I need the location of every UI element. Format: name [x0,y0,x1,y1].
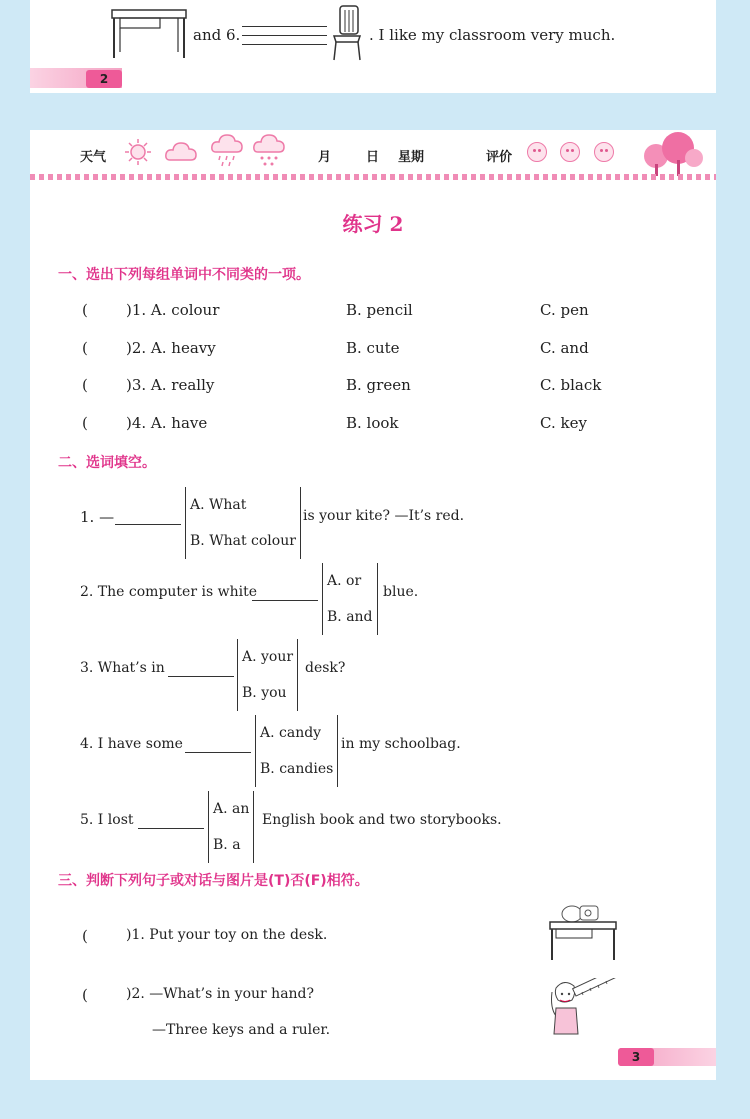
worksheet-page: 天气 月 日 星期 评价 练习 2 一、选出下列每组单词中不同类的一项。 ( )1. A. colour B. pencil C. pen ( )2. A. heavy B. cute C. and ( )3. A. really B. green C. black ( )4. A. have B. look C. key 二、选词填空。 1. — A. What B. What colour is your kite? —It’s red. 2. The computer is white A. or B. and blue. 3. What’s in A. your B. you desk? 4. I have some A. candy B. candies in my schoolbag. 5. I lost A. an B. a English book and two storybooks. 三、判断下列句子或对话与图片是(T)否(F)相符。 ( )1. Put your toy on the desk. ( )2. —What’s in your hand? —Three keys and a ruler. 3 [30,130,716,1080]
rating-label: 评价 [486,150,513,165]
question-suffix: is your kite? —It’s red. [303,508,465,524]
answer-blank[interactable] [252,584,318,601]
judgement-item-2-answer: —Three keys and a ruler. [152,1022,331,1038]
option-c[interactable]: C. black [540,376,602,394]
question-suffix: in my schoolbag. [341,736,461,752]
answer-blank[interactable] [185,736,251,753]
sun-icon [124,138,152,166]
desk-with-toys-illustration [548,902,620,962]
rain-icon [210,134,244,168]
option-c[interactable]: C. key [540,414,587,432]
fill-line-suffix: . I like my classroom very much. [369,26,616,44]
option-c[interactable]: C. pen [540,301,589,319]
chair-illustration [330,4,366,62]
judgement-item-1: )1. Put your toy on the desk. [126,927,328,943]
option-b[interactable]: B. What colour [190,533,296,549]
previous-page [30,0,716,93]
fill-line-prefix: and 6. [193,26,241,44]
answer-blank[interactable] [168,660,234,677]
judgement-item-2: )2. —What’s in your hand? [126,986,315,1002]
girl-with-ruler-illustration [546,978,620,1038]
option-a[interactable]: )1. A. colour [126,301,220,319]
option-b[interactable]: B. and [327,609,373,625]
question-suffix: English book and two storybooks. [262,812,502,828]
option-b[interactable]: B. green [346,376,411,394]
trees-illustration [638,130,704,178]
option-group [185,487,301,559]
rating-face-icon[interactable] [560,142,580,162]
section-2-heading: 二、选词填空。 [58,455,156,471]
week-label: 星期 [398,150,425,165]
option-group [237,639,298,711]
option-a[interactable]: )2. A. heavy [126,339,216,357]
month-label: 月 [318,150,332,165]
option-a[interactable]: A. an [213,801,250,817]
option-b[interactable]: B. candies [260,761,334,777]
snow-icon [252,134,286,168]
answer-blank[interactable] [115,508,181,525]
option-group [255,715,338,787]
page-title: 练习 2 [342,212,404,236]
rating-face-icon[interactable] [527,142,547,162]
option-b[interactable]: B. pencil [346,301,413,319]
question-prefix: 2. The computer is white [80,584,257,600]
day-label: 日 [366,150,380,165]
question-prefix: 3. What’s in [80,660,165,676]
question-prefix: 1. — [80,508,115,526]
question-prefix: 4. I have some [80,736,183,752]
option-a[interactable]: )4. A. have [126,414,208,432]
option-a[interactable]: A. What [190,497,247,513]
option-a[interactable]: A. candy [260,725,322,741]
question-suffix: desk? [305,660,346,676]
option-group [322,563,378,635]
option-a[interactable]: )3. A. really [126,376,215,394]
cloud-icon [164,138,198,164]
option-b[interactable]: B. a [213,837,241,853]
question-prefix: 5. I lost [80,812,134,828]
answer-lines [242,18,327,45]
option-b[interactable]: B. you [242,685,287,701]
option-c[interactable]: C. and [540,339,589,357]
desk-illustration [110,6,190,62]
answer-blank[interactable] [138,812,204,829]
question-suffix: blue. [383,584,419,600]
option-group [208,791,254,863]
page-number: 3 [618,1048,654,1066]
option-b[interactable]: B. look [346,414,399,432]
divider [30,174,716,180]
option-b[interactable]: B. cute [346,339,400,357]
weather-label: 天气 [80,150,107,165]
section-3-heading: 三、判断下列句子或对话与图片是(T)否(F)相符。 [58,873,369,889]
option-a[interactable]: A. or [327,573,362,589]
header-bar [30,130,716,174]
rating-face-icon[interactable] [594,142,614,162]
page-number-top: 2 [86,70,122,88]
section-1-heading: 一、选出下列每组单词中不同类的一项。 [58,267,310,283]
option-a[interactable]: A. your [242,649,294,665]
